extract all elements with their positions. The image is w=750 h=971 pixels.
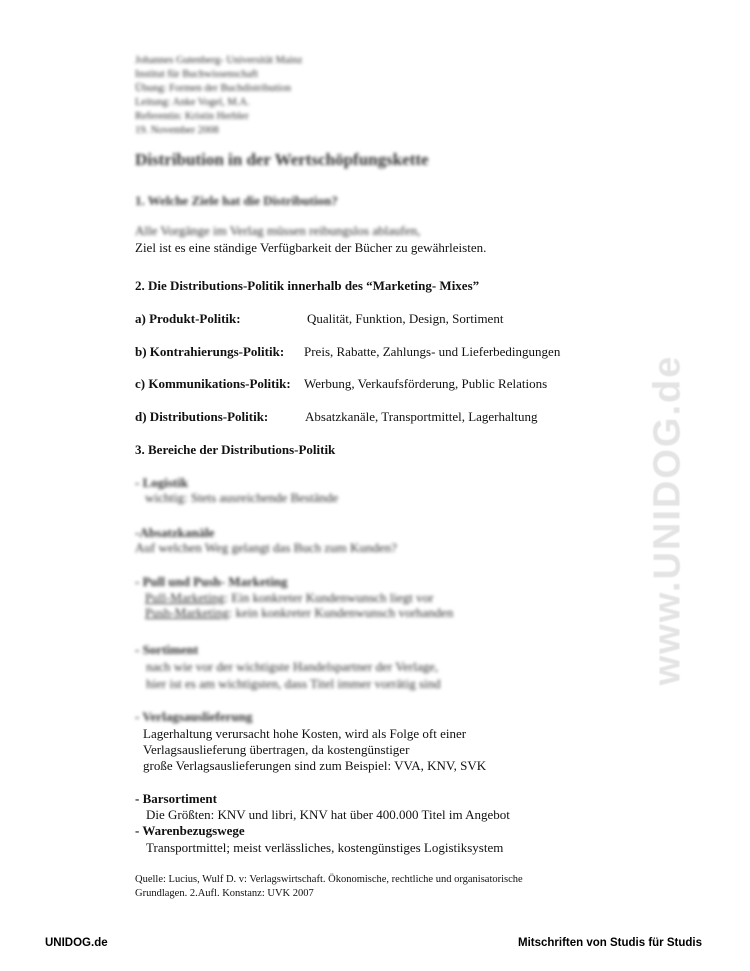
pull-text: : Ein konkreter Kundenwunsch liegt vor [224,590,434,605]
warenbezug-text: Transportmittel; meist verlässliches, kostengünstiges Logistiksystem [146,840,504,855]
header-line-5: Referentin: Kristin Herbler [135,111,249,122]
barsortiment-title: - Barsortiment [135,791,217,806]
logistik-title: - Logistik [135,475,189,490]
verlagsauslieferung-line-3: große Verlagsauslieferungen sind zum Beispiel: VVA, KNV, SVK [143,758,487,773]
pullpush-title: - Pull und Push- Marketing [135,574,288,589]
absatz-text: Auf welchen Weg gelangt das Buch zum Kunden? [135,540,397,555]
watermark-text: www.UNIDOG.de [646,354,689,686]
verlagsauslieferung-line-2: Verlagsauslieferung übertragen, da kostengünstiger [143,742,410,757]
section-1-line-2: Ziel ist es eine ständige Verfügbarkeit der Bücher zu gewährleisten. [135,240,487,255]
mix-label-kommunikation: c) Kommunikations-Politik: [135,376,291,391]
mix-value-kommunikation: Werbung, Verkaufsförderung, Public Relations [304,376,548,391]
mix-label-produkt: a) Produkt-Politik: [135,311,241,326]
section-3-heading: 3. Bereiche der Distributions-Politik [135,442,336,457]
sortiment-line-1: nach wie vor der wichtigste Handelspartner der Verlage, [146,659,439,674]
header-line-1: Johannes Gutenberg- Universität Mainz [135,55,303,66]
source-line-2: Grundlagen. 2.Aufl. Konstanz: UVK 2007 [135,888,314,899]
pull-label: Pull-Marketing [145,590,225,605]
warenbezug-title: - Warenbezugswege [135,823,245,838]
mix-value-distribution: Absatzkanäle, Transportmittel, Lagerhaltung [305,409,538,424]
section-2-heading: 2. Die Distributions-Politik innerhalb des “Marketing- Mixes” [135,278,480,293]
footer-tagline: Mitschriften von Studis für Studis [517,937,702,949]
absatz-title: -Absatzkanäle [135,525,215,540]
logistik-text: wichtig: Stets ausreichende Bestände [145,490,339,505]
push-line [145,605,453,621]
push-label: Push-Marketing [145,605,229,620]
mix-label-kontrahierung: b) Kontrahierungs-Politik: [135,344,285,359]
document-title: Distribution in der Wertschöpfungskette [135,150,429,169]
mix-label-distribution: d) Distributions-Politik: [135,409,269,424]
section-1-line-1: Alle Vorgänge im Verlag müssen reibungslos ablaufen, [135,223,421,238]
sortiment-title: - Sortiment [135,642,199,657]
header-line-4: Leitung: Anke Vogel, M.A. [135,97,250,108]
sortiment-line-2: hier ist es am wichtigsten, dass Titel immer vorrätig sind [146,676,441,691]
barsortiment-text: Die Größten: KNV und libri, KNV hat über 400.000 Titel im Angebot [146,807,510,822]
header-line-6: 19. November 2008 [135,125,219,136]
mix-value-kontrahierung: Preis, Rabatte, Zahlungs- und Lieferbedingungen [304,344,561,359]
footer-brand: UNIDOG.de [45,937,108,949]
verlagsauslieferung-line-1: Lagerhaltung verursacht hohe Kosten, wird als Folge oft einer [143,726,467,741]
source-line-1: Quelle: Lucius, Wulf D. v: Verlagswirtschaft. Ökonomische, rechtliche und organisatorische [135,874,523,885]
verlagsauslieferung-title: - Verlagsauslieferung [135,709,253,724]
pull-line [145,590,433,606]
header-line-2: Institut für Buchwissenschaft [135,69,259,80]
header-line-3: Übung: Formen der Buchdistribution [135,83,292,94]
mix-value-produkt: Qualität, Funktion, Design, Sortiment [307,311,504,326]
push-text: : kein konkreter Kundenwunsch vorhanden [228,605,454,620]
section-1-heading: 1. Welche Ziele hat die Distribution? [135,193,338,208]
